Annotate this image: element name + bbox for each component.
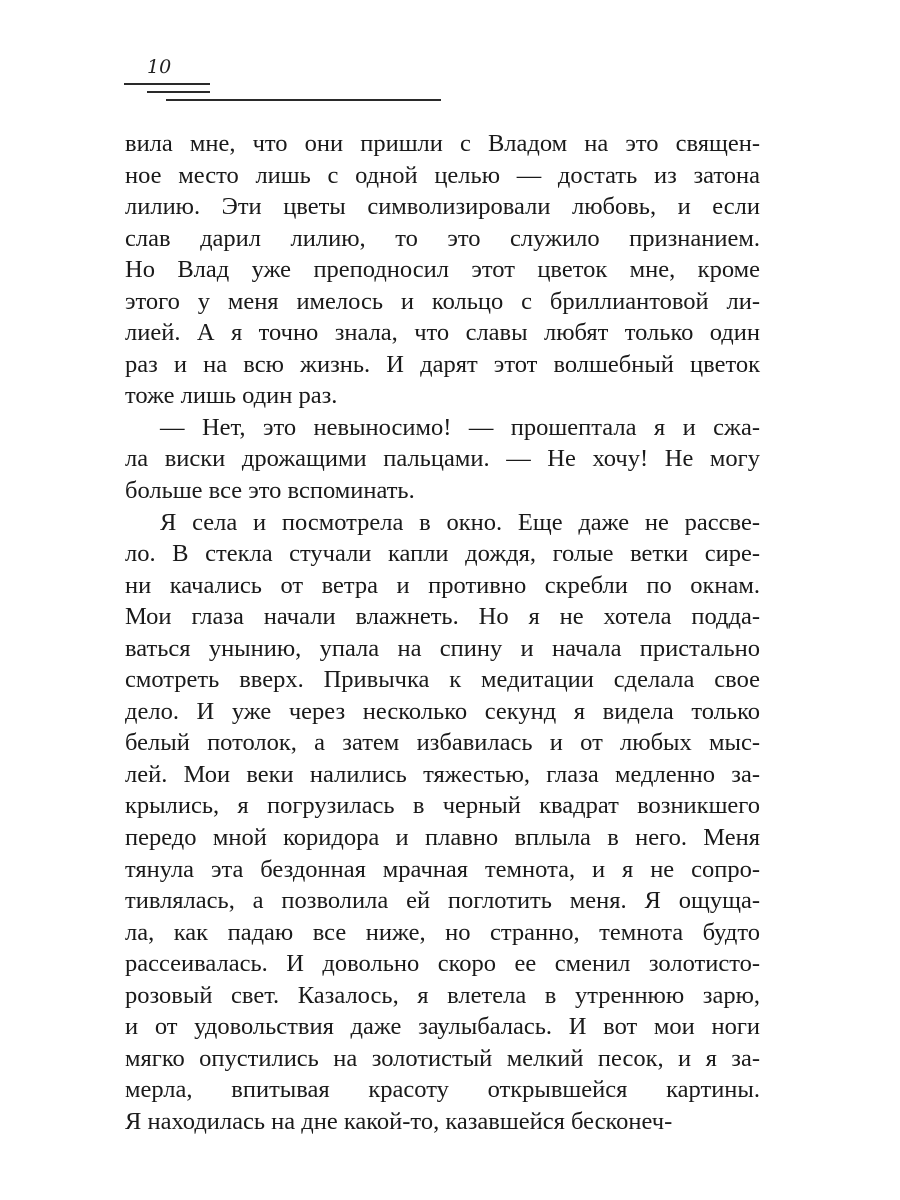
text-line: лилию. Эти цветы символизировали любовь, и если [125,193,760,221]
text-line: Я находилась на дне какой-то, казавшейся бесконеч- [125,1107,673,1135]
text-line: Мои глаза начали влажнеть. Но я не хотела подда- [125,603,760,631]
text-line: белый потолок, а затем избавилась и от любых мыс- [125,729,760,757]
text-line: крылись, я погрузилась в черный квадрат возникшего [125,792,760,820]
text-line: розовый свет. Казалось, я влетела в утреннюю зарю, [125,981,760,1009]
text-line: ни качались от ветра и противно скребли по окнам. [125,571,760,599]
text-line: Но Влад уже преподносил этот цветок мне, кроме [125,256,760,284]
text-line: вила мне, что они пришли с Владом на это священ- [125,130,760,157]
paragraph [125,412,760,507]
paragraph [125,507,760,1138]
text-line: дело. И уже через несколько секунд я видела только [125,697,760,725]
header-rule-bottom [166,99,441,101]
text-line: тоже лишь один раз. [125,382,338,410]
paragraph [125,128,760,412]
text-line: мягко опустились на золотистый мелкий песок, и я за- [125,1044,760,1072]
text-line: лией. А я точно знала, что славы любят только один [125,319,760,347]
text-line: ваться унынию, упала на спину и начала пристально [125,634,760,662]
text-line: раз и на всю жизнь. И дарят этот волшебный цветок [125,350,760,378]
text-line: этого у меня имелось и кольцо с бриллиантовой ли- [125,287,760,315]
text-line: мерла, впитывая красоту открывшейся картины. [125,1076,760,1104]
text-line: ла виски дрожащими пальцами. — Не хочу! Не могу [125,445,760,473]
text-line: тянула эта бездонная мрачная темнота, и я не сопро- [125,855,760,883]
text-line: — Нет, это невыносимо! — прошептала я и сжа- [160,413,760,441]
text-line: ла, как падаю все ниже, но странно, темнота будто [125,918,760,946]
text-line: смотреть вверх. Привычка к медитации сделала свое [125,666,760,694]
text-line: ло. В стекла стучали капли дождя, голые ветки сире- [125,540,760,568]
body-text [125,128,760,1138]
header-rule-top [124,83,210,85]
header-rule-middle [147,91,210,93]
text-line: слав дарил лилию, то это служило признанием. [125,224,760,252]
text-line: лей. Мои веки налились тяжестью, глаза медленно за- [125,760,760,788]
text-line: больше все это вспоминать. [125,477,415,505]
text-line: передо мной коридора и плавно вплыла в него. Меня [125,824,760,852]
text-line: рассеивалась. И довольно скоро ее сменил золотисто- [125,950,760,978]
text-line: ное место лишь с одной целью — достать из затона [125,161,760,189]
text-line: тивлялась, а позволила ей поглотить меня. Я ощуща- [125,887,760,915]
text-line: и от удовольствия даже заулыбалась. И вот мои ноги [125,1013,760,1041]
page-number: 10 [147,56,172,78]
text-line: Я села и посмотрела в окно. Еще даже не рассве- [160,508,760,536]
